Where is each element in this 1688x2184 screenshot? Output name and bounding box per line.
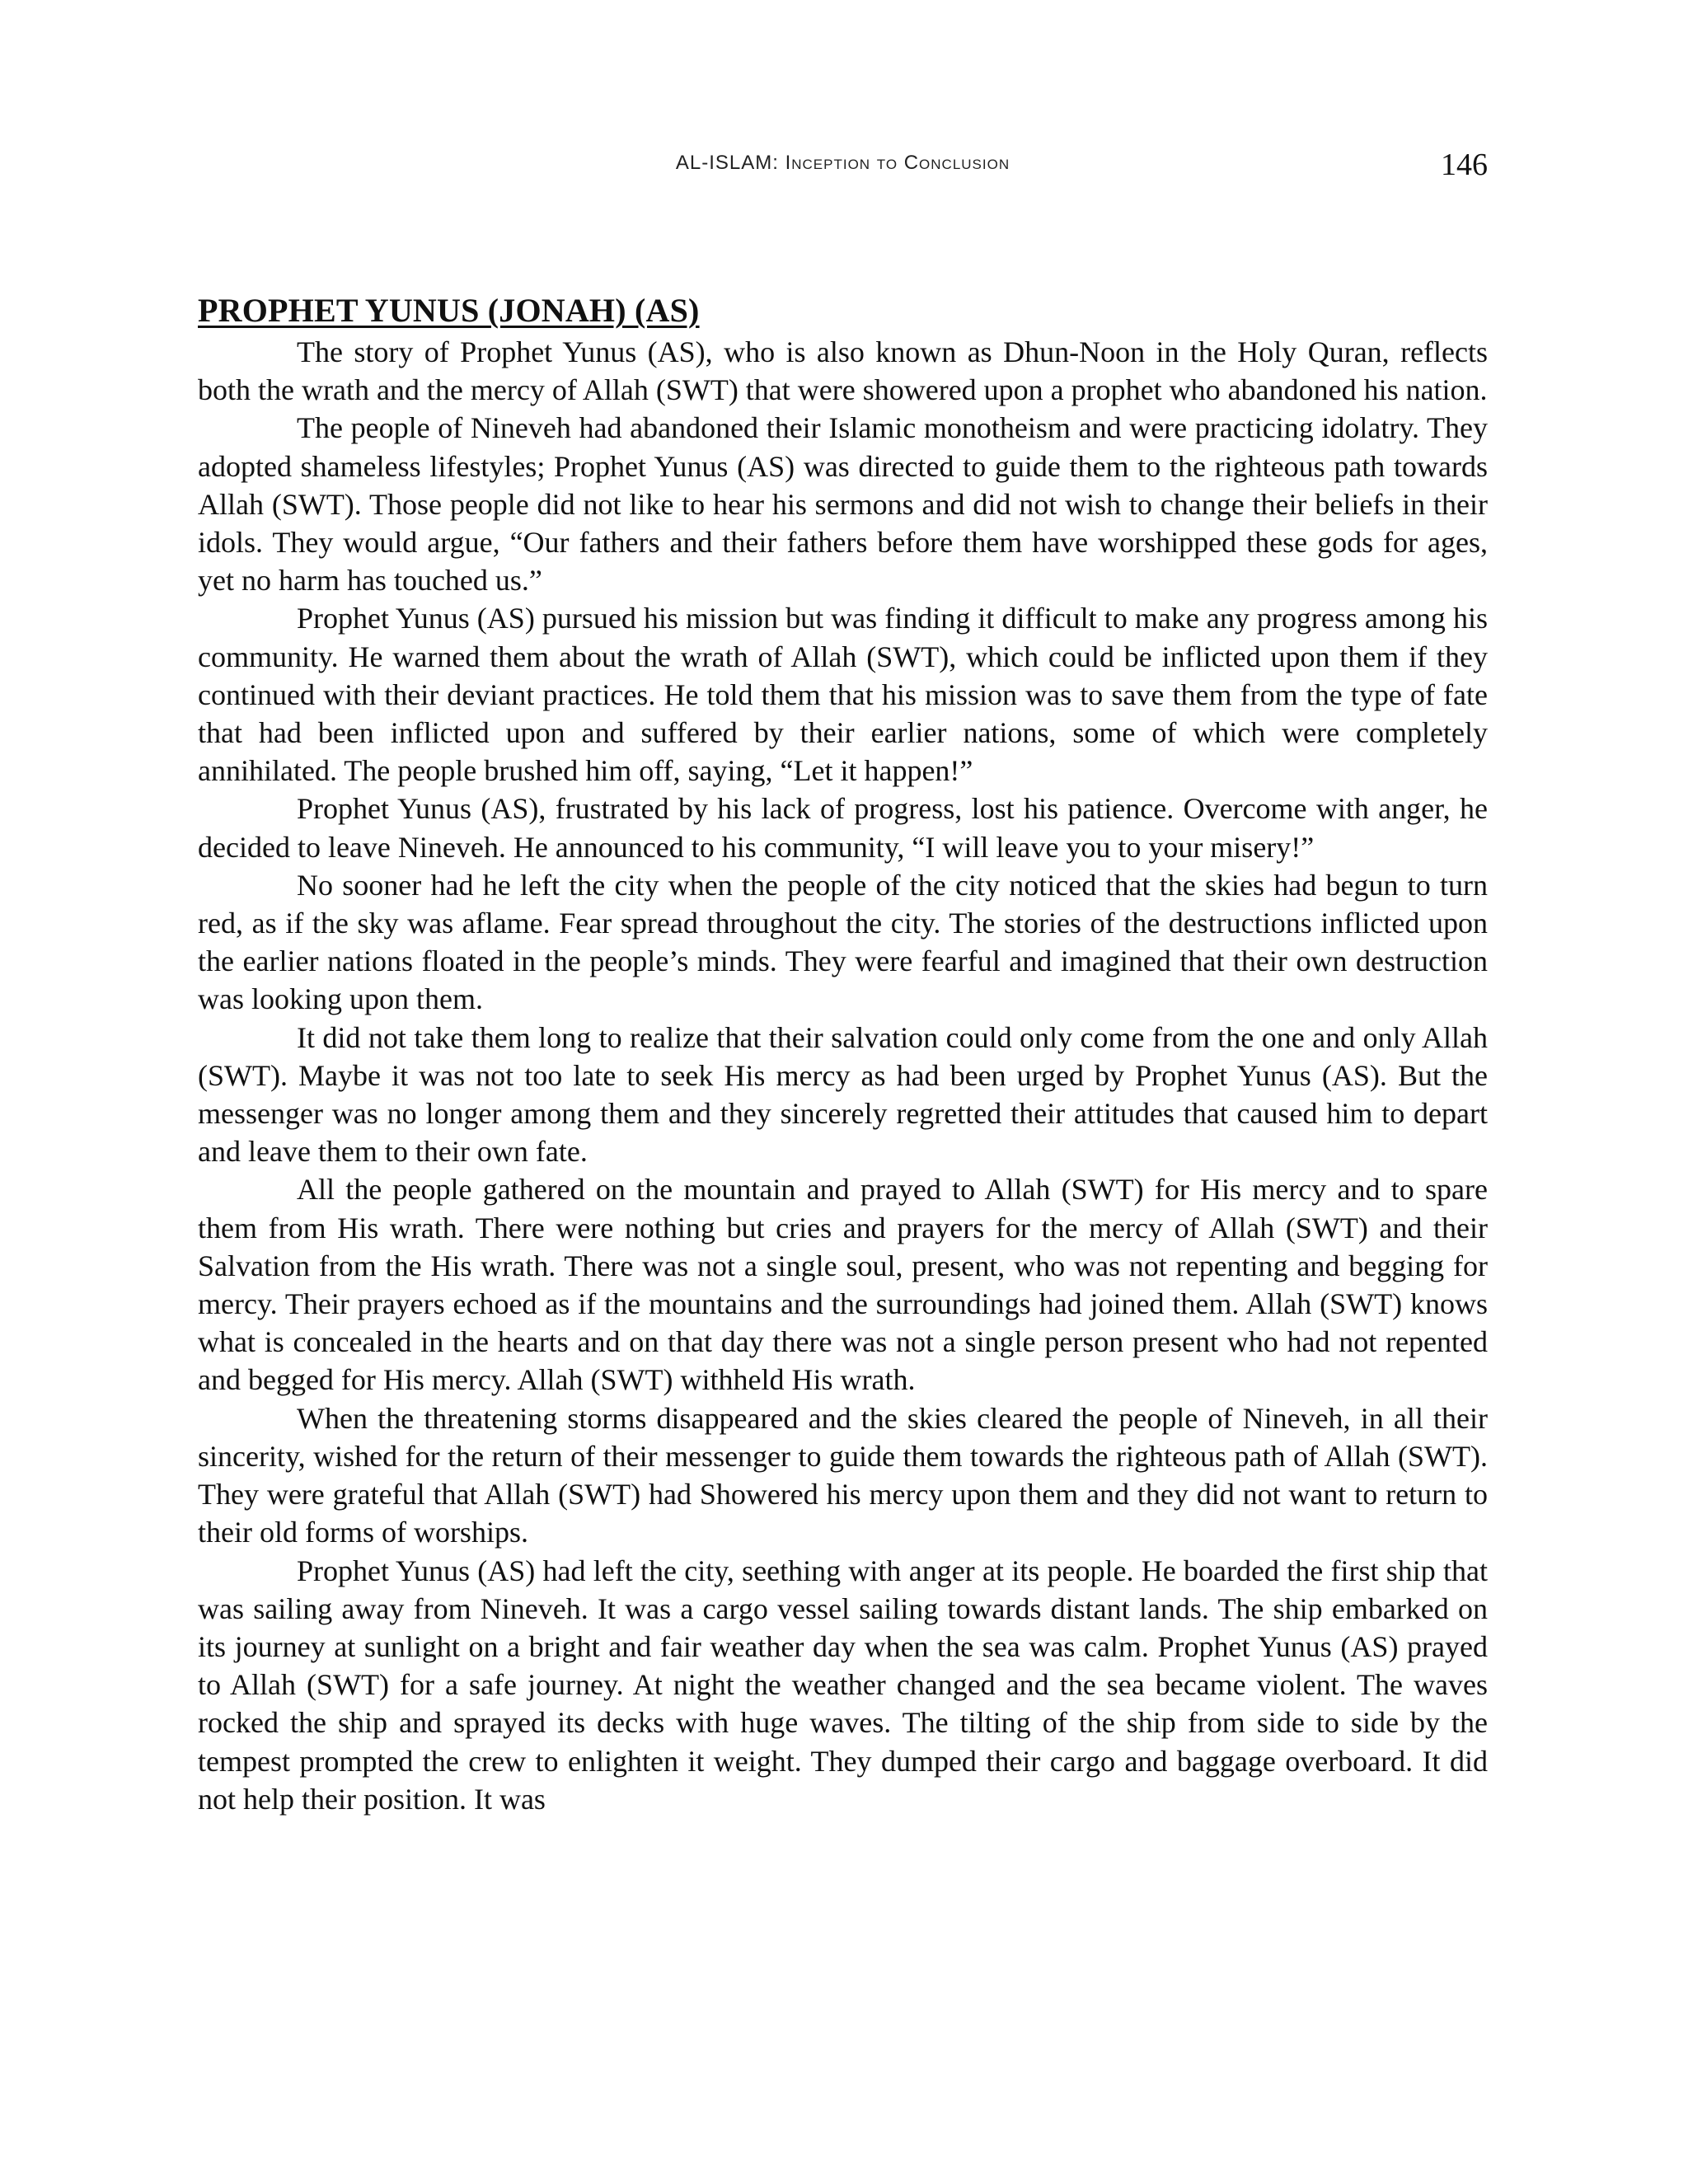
paragraph-7: All the people gathered on the mountain and prayed to Allah (SWT) for His mercy and to spare them from His wrath. There were nothing but cries and prayers for the mercy of Allah (SWT) and their Salvation from the His wrath. There was not a single soul, present, who was not repenting and begging for mercy. Their prayers echoed as if the mountains and the surroundings had joined them. Allah (SWT) knows what is concealed in the hearts and on that day there was not a single person present who had not repented and begged for His mercy. Allah (SWT) withheld His wrath. [198,1173,1488,1397]
paragraph-2: The people of Nineveh had abandoned their Islamic monotheism and were practicing idolatry. They adopted shameless lifestyles; Prophet Yunus (AS) was directed to guide them to the righteous path towards Allah (SWT). Those people did not like to hear his sermons and did not wish to change their beliefs in their idols. They would argue, “Our fathers and their fathers before them have worshipped these gods for ages, yet no harm has touched us.” [198,411,1488,598]
running-header [198,147,1488,196]
paragraph-4: Prophet Yunus (AS), frustrated by his lack of progress, lost his patience. Overcome with anger, he decided to leave Nineveh. He announced to his community, “I will leave you to your misery!” [198,792,1488,864]
section-title: PROPHET YUNUS (JONAH) (AS) [198,292,700,329]
paragraph-5: No sooner had he left the city when the people of the city noticed that the skies had begun to turn red, as if the sky was aflame. Fear spread throughout the city. The stories of the destructions inflicted upon the earlier nations floated in the people’s minds. They were fearful and imagined that their own destruction was looking upon them. [198,868,1488,1016]
paragraph-1: The story of Prophet Yunus (AS), who is also known as Dhun-Noon in the Holy Quran, reflects both the wrath and the mercy of Allah (SWT) that were showered upon a prophet who abandoned his nation. [198,335,1488,407]
running-title: AL-ISLAM: Inception to Conclusion [675,152,1010,174]
paragraph-9: Prophet Yunus (AS) had left the city, seething with anger at its people. He boarded the first ship that was sailing away from Nineveh. It was a cargo vessel sailing towards distant lands. The ship embarked on its journey at sunlight on a bright and fair weather day when the sea was calm. Prophet Yunus (AS) prayed to Allah (SWT) for a safe journey. At night the weather changed and the sea became violent. The waves rocked the ship and sprayed its decks with huge waves. The tilting of the ship from side to side by the tempest prompted the crew to enlighten it weight. They dumped their cargo and baggage overboard. It did not help their position. It was [198,1554,1488,1816]
paragraph-8: When the threatening storms disappeared and the skies cleared the people of Nineveh, in all their sincerity, wished for the return of their messenger to guide them towards the righteous path of Allah (SWT). They were grateful that Allah (SWT) had Showered his mercy upon them and they did not want to return to their old forms of worships. [198,1401,1488,1549]
page-content [198,290,1488,1818]
paragraph-6: It did not take them long to realize that their salvation could only come from the one and only Allah (SWT). Maybe it was not too late to seek His mercy as had been urged by Prophet Yunus (AS). But the messenger was no longer among them and they sincerely regretted their attitudes that caused him to depart and leave them to their own fate. [198,1020,1488,1169]
page-number: 146 [1441,148,1488,182]
paragraph-3: Prophet Yunus (AS) pursued his mission but was finding it difficult to make any progress among his community. He warned them about the wrath of Allah (SWT), which could be inflicted upon them if they continued with their deviant practices. He told them that his mission was to save them from the type of fate that had been inflicted upon and suffered by their earlier nations, some of which were completely annihilated. The people brushed him off, saying, “Let it happen!” [198,602,1488,788]
